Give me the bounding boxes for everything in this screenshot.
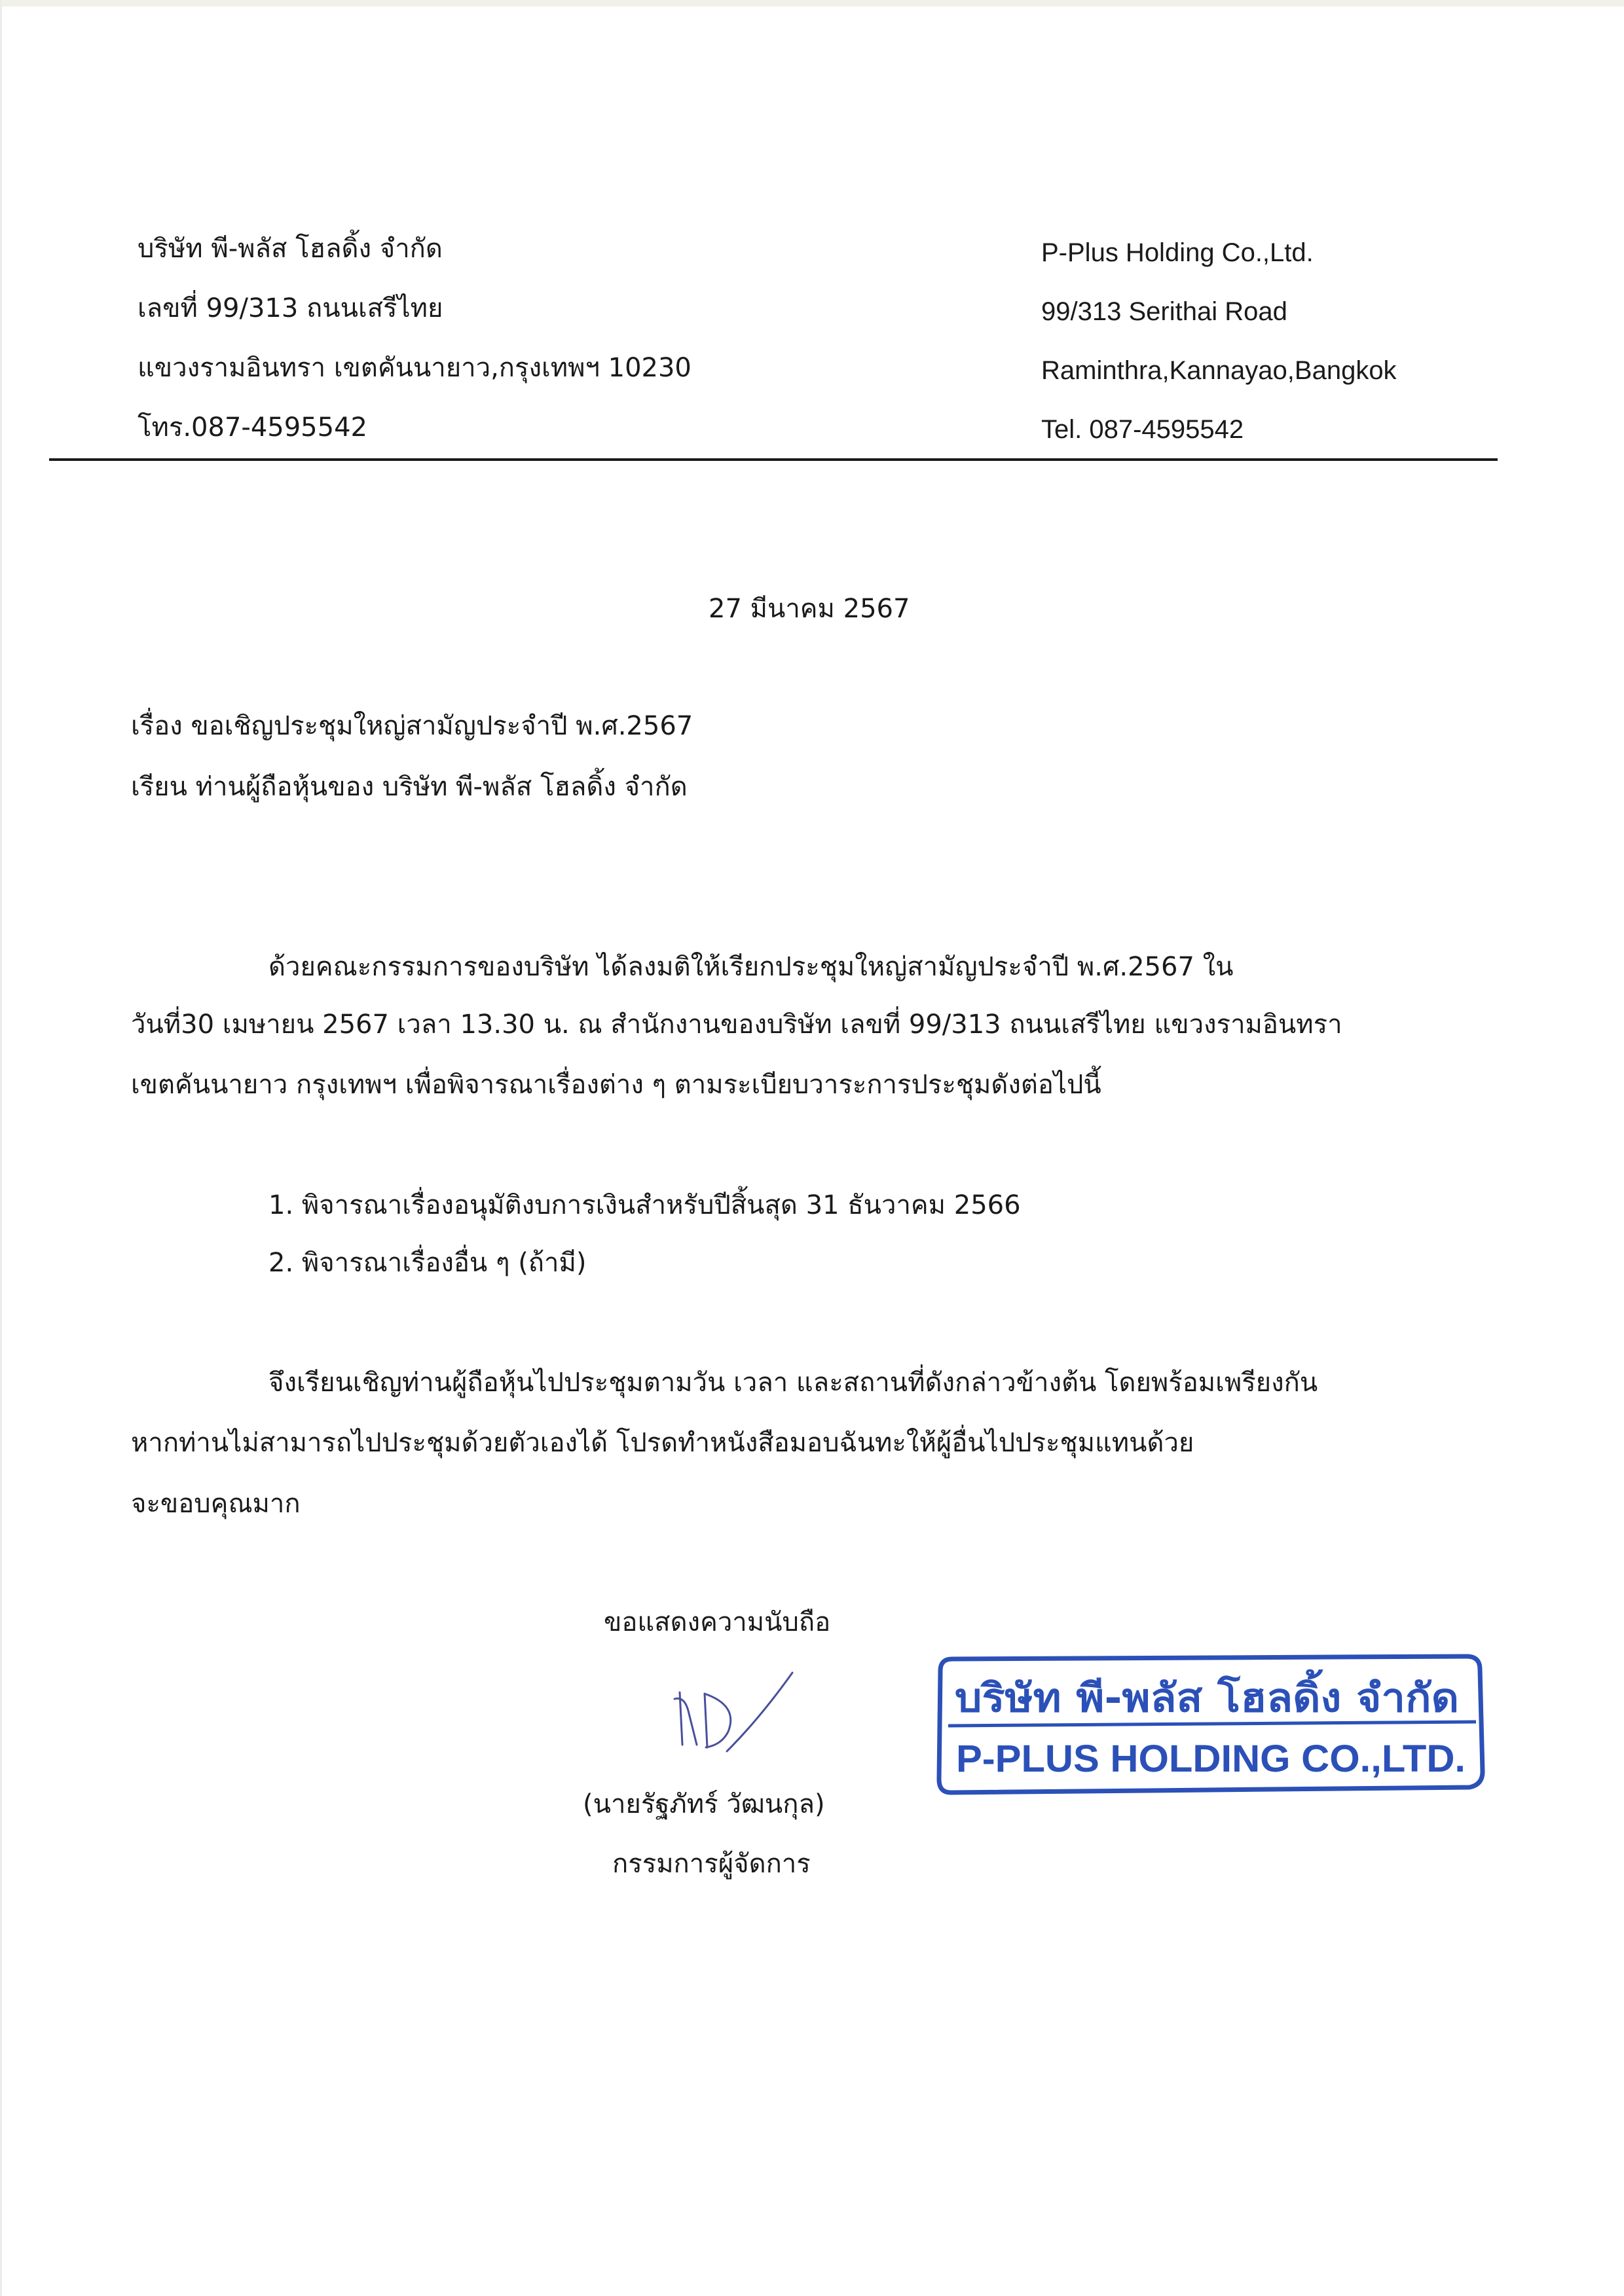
paragraph1-line: เขตคันนายาว กรุงเทพฯ เพื่อพิจารณาเรื่องต่าง ๆ ตามระเบียบวาระการประชุมดังต่อไปนี้ — [131, 1070, 1101, 1100]
scan-edge-left — [0, 0, 2, 2296]
header-address2-en: Raminthra,Kannayao,Bangkok — [1041, 356, 1397, 385]
header-address2-th: แขวงรามอินทรา เขตคันนายาว,กรุงเทพฯ 10230 — [138, 353, 692, 383]
header-address1-en: 99/313 Serithai Road — [1041, 297, 1287, 326]
header-phone-en: Tel. 087-4595542 — [1041, 415, 1244, 444]
agenda-item: 1. พิจารณาเรื่องอนุมัติงบการเงินสำหรับปีสิ้นสุด 31 ธันวาคม 2566 — [268, 1190, 1021, 1220]
signature — [629, 1660, 805, 1784]
company-stamp — [935, 1650, 1485, 1800]
header-divider — [49, 458, 1498, 461]
letter-recipient: เรียน ท่านผู้ถือหุ้นของ บริษัท พี-พลัส โฮลดิ้ง จำกัด — [131, 772, 688, 802]
agenda-item: 2. พิจารณาเรื่องอื่น ๆ (ถ้ามี) — [268, 1248, 587, 1278]
paragraph1-line: วันที่30 เมษายน 2567 เวลา 13.30 น. ณ สำนักงานของบริษัท เลขที่ 99/313 ถนนเสรีไทย แขวงรามอินทรา — [131, 1010, 1342, 1040]
signer-title: กรรมการผู้จัดการ — [612, 1849, 811, 1879]
paragraph2-line: จึงเรียนเชิญท่านผู้ถือหุ้นไปประชุมตามวัน เวลา และสถานที่ดังกล่าวข้างต้น โดยพร้อมเพรียงกัน — [268, 1368, 1318, 1398]
signer-name: (นายรัฐภัทร์ วัฒนกุล) — [583, 1789, 825, 1819]
header-address1-th: เลขที่ 99/313 ถนนเสรีไทย — [138, 293, 443, 323]
paragraph1-line: ด้วยคณะกรรมการของบริษัท ได้ลงมติให้เรียกประชุมใหญ่สามัญประจำปี พ.ศ.2567 ใน — [268, 952, 1234, 982]
paragraph2-line: หากท่านไม่สามารถไปประชุมด้วยตัวเองได้ โปรดทำหนังสือมอบฉันทะให้ผู้อื่นไปประชุมแทนด้วย — [131, 1428, 1194, 1458]
paragraph2-line: จะขอบคุณมาก — [131, 1489, 301, 1519]
letter-date: 27 มีนาคม 2567 — [709, 594, 910, 624]
closing-text: ขอแสดงความนับถือ — [604, 1607, 831, 1637]
scan-edge-top — [0, 0, 1624, 7]
svg-text:บริษัท พี-พลัส โฮลดิ้ง จำกัด: บริษัท พี-พลัส โฮลดิ้ง จำกัด — [955, 1675, 1418, 1721]
header-phone-th: โทร.087-4595542 — [138, 412, 367, 443]
header-company-th: บริษัท พี-พลัส โฮลดิ้ง จำกัด — [138, 234, 443, 264]
header-company-en: P-Plus Holding Co.,Ltd. — [1041, 238, 1314, 267]
svg-text:P-PLUS HOLDING CO.,LTD.: P-PLUS HOLDING CO.,LTD. — [956, 1738, 1466, 1780]
letter-subject: เรื่อง ขอเชิญประชุมใหญ่สามัญประจำปี พ.ศ.2567 — [131, 711, 693, 741]
